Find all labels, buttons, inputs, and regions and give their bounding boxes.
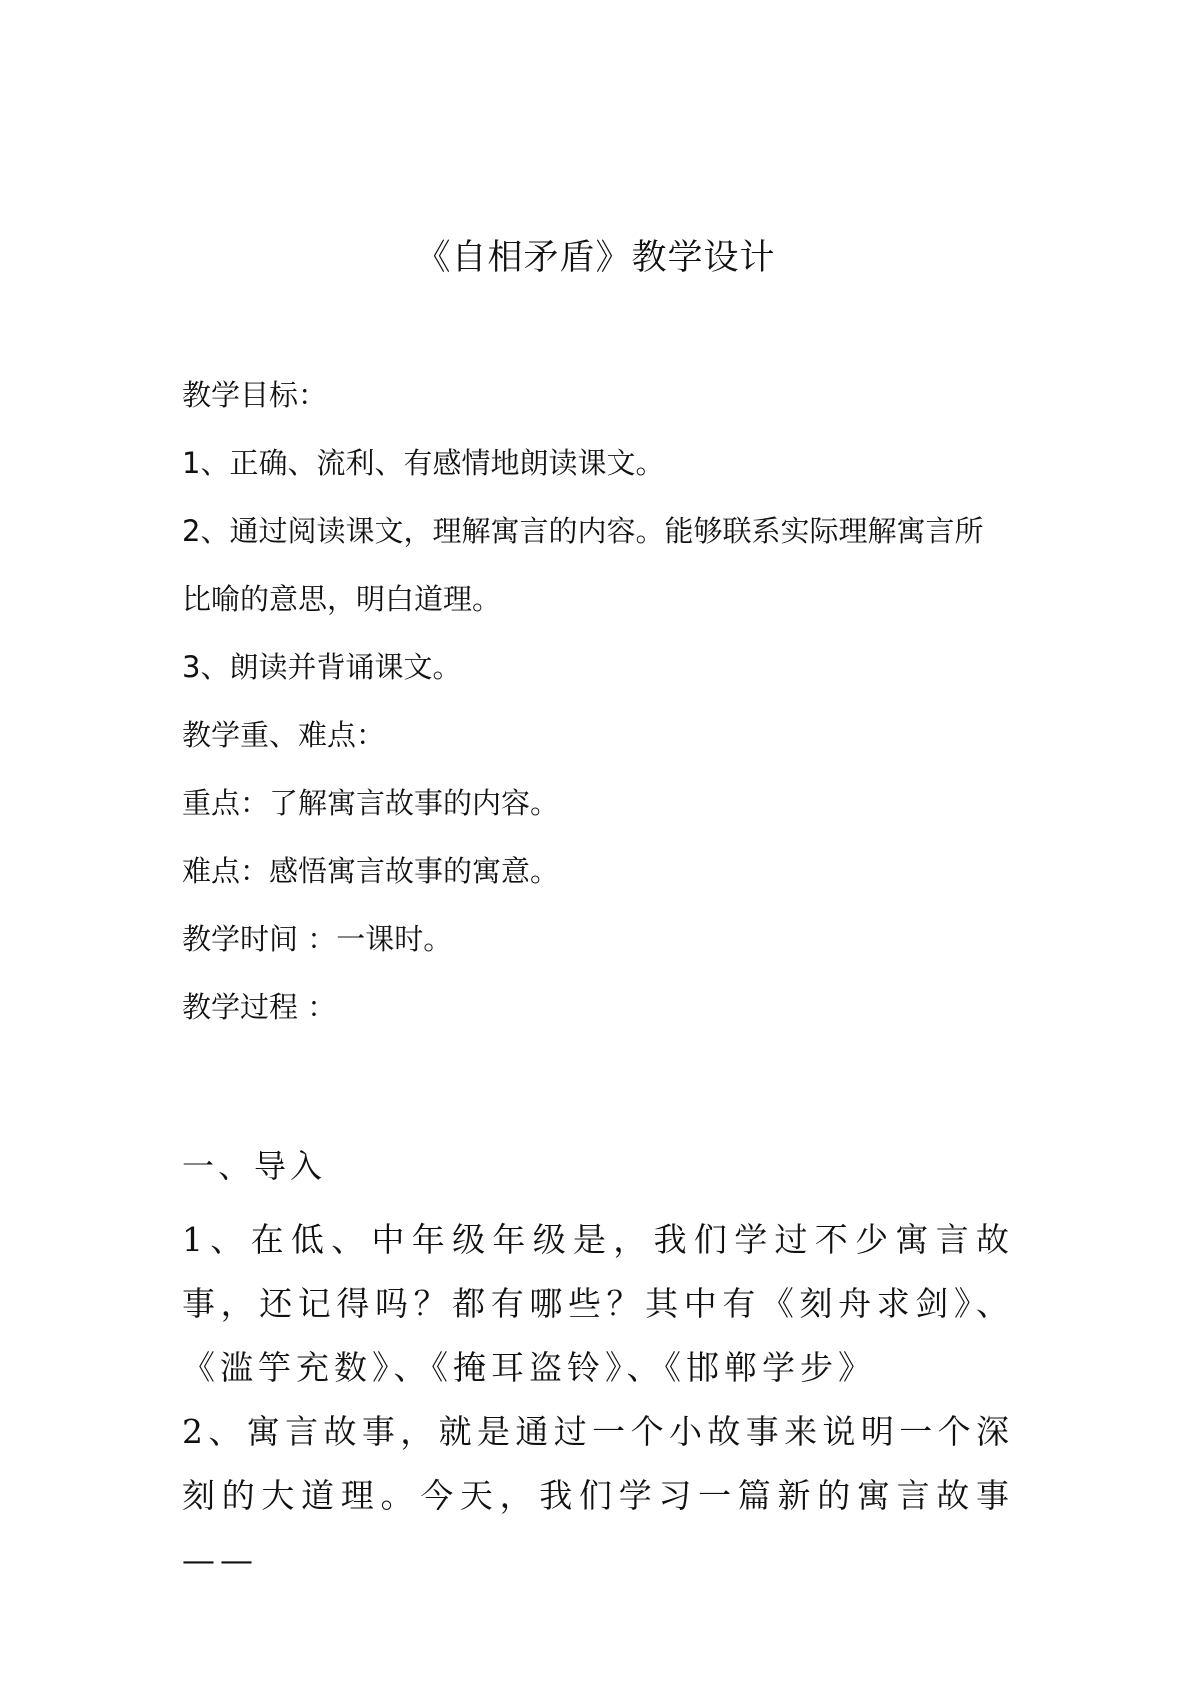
key-difficult-heading: 教学重、难点：: [182, 718, 386, 752]
objective-item-1: 1、正确、流利、有感情地朗读课文。: [182, 446, 665, 480]
objective-item-3: 3、朗读并背诵课文。: [182, 650, 462, 684]
objectives-heading: 教学目标：: [182, 378, 328, 412]
introduction-paragraph-1: 1、在低、中年级年级是，我们学过不少寓言故事，还记得吗？都有哪些？其中有《刻舟求剑》、《滥竽充数》、《掩耳盗铃》、《邯郸学步》: [182, 1220, 1014, 1387]
key-point: 重点：了解寓言故事的内容。: [182, 786, 560, 820]
introduction-section: [182, 1140, 1022, 1592]
difficult-point: 难点：感悟寓言故事的寓意。: [182, 854, 560, 888]
introduction-heading: 一、导入: [182, 1147, 327, 1185]
teaching-process-heading: 教学过程 ：: [182, 990, 337, 1024]
lesson-overview-section: [182, 375, 1022, 1055]
document-title: 《自相矛盾》教学设计: [415, 238, 776, 278]
introduction-paragraph-2: 2、寓言故事，就是通过一个小故事来说明一个深刻的大道理。今天，我们学习一篇新的寓言故事——: [182, 1412, 1014, 1579]
teaching-time: 教学时间 ：一课时。: [182, 922, 453, 956]
objective-item-2: 2、通过阅读课文，理解寓言的内容。能够联系实际理解寓言所比喻的意思，明白道理。: [182, 514, 984, 616]
